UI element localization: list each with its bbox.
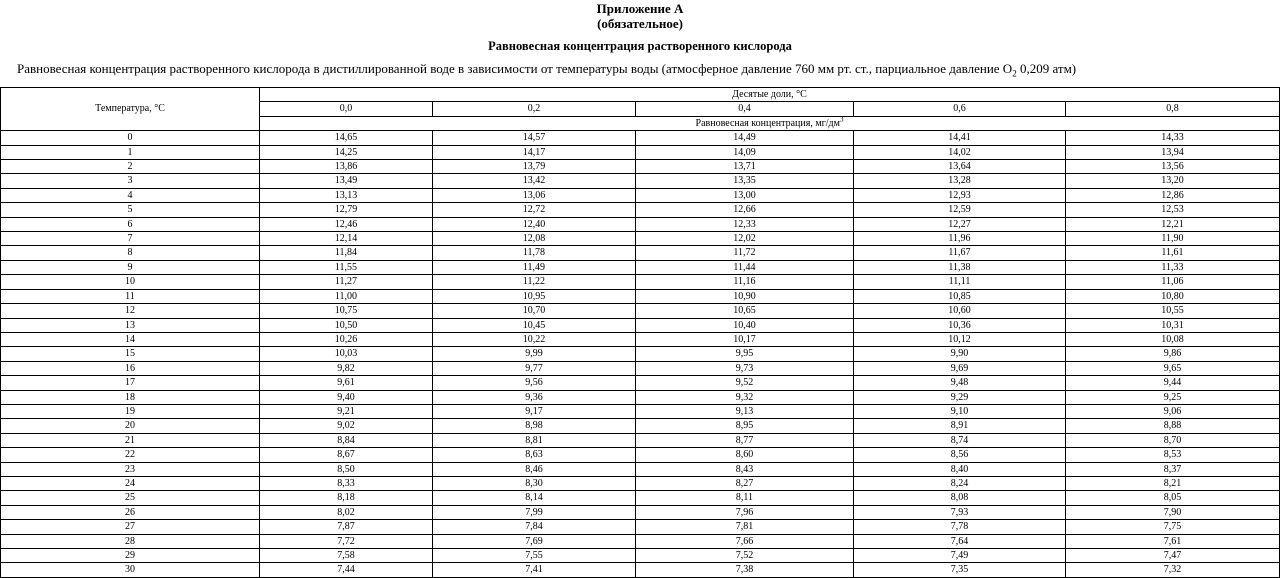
concentration-cell: 12,72 [433, 203, 636, 217]
concentration-cell: 14,49 [636, 131, 854, 145]
concentration-cell: 13,56 [1066, 160, 1280, 174]
concentration-cell: 8,05 [1066, 491, 1280, 505]
table-row [1, 275, 1280, 289]
concentration-cell: 9,82 [260, 361, 433, 375]
concentration-cell: 9,21 [260, 404, 433, 418]
concentration-cell: 9,29 [854, 390, 1066, 404]
concentration-cell: 11,96 [854, 232, 1066, 246]
temperature-cell: 17 [1, 376, 260, 390]
concentration-cell: 12,40 [433, 217, 636, 231]
concentration-cell: 8,11 [636, 491, 854, 505]
concentration-cell: 8,98 [433, 419, 636, 433]
concentration-cell: 7,52 [636, 549, 854, 563]
temperature-cell: 18 [1, 390, 260, 404]
table-caption [17, 61, 1076, 82]
concentration-cell: 8,63 [433, 448, 636, 462]
concentration-cell: 11,67 [854, 246, 1066, 260]
concentration-cell: 7,58 [260, 549, 433, 563]
concentration-cell: 8,74 [854, 433, 1066, 447]
unit-header [260, 116, 1280, 130]
concentration-cell: 7,78 [854, 520, 1066, 534]
concentration-cell: 11,38 [854, 260, 1066, 274]
concentration-cell: 12,27 [854, 217, 1066, 231]
concentration-cell: 8,33 [260, 476, 433, 490]
concentration-cell: 12,08 [433, 232, 636, 246]
temperature-cell: 20 [1, 419, 260, 433]
table-row [1, 232, 1280, 246]
concentration-cell: 9,48 [854, 376, 1066, 390]
temperature-cell: 16 [1, 361, 260, 375]
concentration-cell: 10,95 [433, 289, 636, 303]
caption-text-end: 0,209 атм) [1016, 61, 1077, 76]
table-row [1, 318, 1280, 332]
concentration-cell: 10,65 [636, 304, 854, 318]
concentration-cell: 8,43 [636, 462, 854, 476]
concentration-cell: 9,73 [636, 361, 854, 375]
concentration-cell: 7,72 [260, 534, 433, 548]
tenths-col-4: 0,8 [1066, 102, 1280, 116]
temperature-cell: 11 [1, 289, 260, 303]
concentration-cell: 14,25 [260, 145, 433, 159]
concentration-cell: 11,16 [636, 275, 854, 289]
tenths-col-3: 0,6 [854, 102, 1066, 116]
concentration-cell: 8,24 [854, 476, 1066, 490]
concentration-cell: 8,70 [1066, 433, 1280, 447]
concentration-cell: 11,22 [433, 275, 636, 289]
table-body [1, 131, 1280, 578]
concentration-cell: 14,02 [854, 145, 1066, 159]
concentration-cell: 9,10 [854, 404, 1066, 418]
concentration-cell: 13,20 [1066, 174, 1280, 188]
table-row [1, 549, 1280, 563]
concentration-cell: 14,17 [433, 145, 636, 159]
table-row [1, 332, 1280, 346]
concentration-cell: 7,32 [1066, 563, 1280, 577]
concentration-cell: 8,77 [636, 433, 854, 447]
concentration-cell: 11,00 [260, 289, 433, 303]
table-row [1, 361, 1280, 375]
table-row [1, 260, 1280, 274]
temperature-cell: 0 [1, 131, 260, 145]
concentration-cell: 7,99 [433, 505, 636, 519]
concentration-cell: 13,94 [1066, 145, 1280, 159]
unit-header-text: Равновесная концентрация, мг/дм [695, 117, 840, 129]
caption-subscript: 2 [1012, 68, 1017, 79]
temperature-cell: 28 [1, 534, 260, 548]
table-row [1, 491, 1280, 505]
concentration-cell: 7,81 [636, 520, 854, 534]
concentration-cell: 10,40 [636, 318, 854, 332]
concentration-cell: 8,27 [636, 476, 854, 490]
concentration-cell: 9,52 [636, 376, 854, 390]
concentration-cell: 7,93 [854, 505, 1066, 519]
concentration-cell: 8,02 [260, 505, 433, 519]
concentration-cell: 13,35 [636, 174, 854, 188]
concentration-cell: 13,28 [854, 174, 1066, 188]
concentration-cell: 8,88 [1066, 419, 1280, 433]
concentration-cell: 9,99 [433, 347, 636, 361]
concentration-cell: 8,95 [636, 419, 854, 433]
concentration-cell: 11,55 [260, 260, 433, 274]
concentration-cell: 7,90 [1066, 505, 1280, 519]
table-row [1, 462, 1280, 476]
table-row [1, 289, 1280, 303]
concentration-cell: 9,06 [1066, 404, 1280, 418]
temperature-cell: 15 [1, 347, 260, 361]
concentration-cell: 12,46 [260, 217, 433, 231]
concentration-cell: 13,13 [260, 188, 433, 202]
concentration-cell: 9,61 [260, 376, 433, 390]
concentration-cell: 9,17 [433, 404, 636, 418]
concentration-cell: 7,96 [636, 505, 854, 519]
concentration-cell: 11,33 [1066, 260, 1280, 274]
concentration-cell: 14,57 [433, 131, 636, 145]
table-row [1, 476, 1280, 490]
concentration-cell: 8,81 [433, 433, 636, 447]
caption-text: Равновесная концентрация растворенного кислорода в дистиллированной воде в зависимости от температуры воды (атмосферное давление 760 мм рт. ст., парциальное давление O [17, 61, 1013, 76]
concentration-cell: 9,44 [1066, 376, 1280, 390]
concentration-cell: 9,25 [1066, 390, 1280, 404]
concentration-cell: 7,87 [260, 520, 433, 534]
concentration-cell: 9,69 [854, 361, 1066, 375]
concentration-cell: 7,44 [260, 563, 433, 577]
concentration-cell: 7,55 [433, 549, 636, 563]
concentration-cell: 9,02 [260, 419, 433, 433]
table-row [1, 203, 1280, 217]
table-row [1, 145, 1280, 159]
concentration-cell: 12,53 [1066, 203, 1280, 217]
concentration-cell: 8,84 [260, 433, 433, 447]
concentration-cell: 11,90 [1066, 232, 1280, 246]
concentration-cell: 14,09 [636, 145, 854, 159]
concentration-cell: 8,56 [854, 448, 1066, 462]
temperature-cell: 9 [1, 260, 260, 274]
concentration-cell: 7,66 [636, 534, 854, 548]
concentration-cell: 7,38 [636, 563, 854, 577]
table-row [1, 419, 1280, 433]
table-row [1, 563, 1280, 577]
oxygen-concentration-table [0, 87, 1280, 578]
concentration-cell: 8,30 [433, 476, 636, 490]
concentration-cell: 9,65 [1066, 361, 1280, 375]
temperature-cell: 10 [1, 275, 260, 289]
concentration-cell: 11,72 [636, 246, 854, 260]
temperature-cell: 30 [1, 563, 260, 577]
concentration-cell: 12,14 [260, 232, 433, 246]
concentration-cell: 10,90 [636, 289, 854, 303]
concentration-cell: 12,79 [260, 203, 433, 217]
concentration-cell: 12,86 [1066, 188, 1280, 202]
concentration-cell: 10,36 [854, 318, 1066, 332]
concentration-cell: 10,80 [1066, 289, 1280, 303]
table-row [1, 246, 1280, 260]
concentration-cell: 9,77 [433, 361, 636, 375]
concentration-cell: 10,70 [433, 304, 636, 318]
temperature-cell: 12 [1, 304, 260, 318]
concentration-cell: 12,02 [636, 232, 854, 246]
concentration-cell: 11,44 [636, 260, 854, 274]
concentration-cell: 8,91 [854, 419, 1066, 433]
temperature-cell: 7 [1, 232, 260, 246]
concentration-cell: 13,86 [260, 160, 433, 174]
concentration-cell: 7,69 [433, 534, 636, 548]
concentration-cell: 10,55 [1066, 304, 1280, 318]
concentration-cell: 11,06 [1066, 275, 1280, 289]
concentration-cell: 7,35 [854, 563, 1066, 577]
table-row [1, 347, 1280, 361]
concentration-cell: 8,14 [433, 491, 636, 505]
concentration-cell: 10,26 [260, 332, 433, 346]
table-row [1, 433, 1280, 447]
concentration-cell: 8,37 [1066, 462, 1280, 476]
tenths-col-2: 0,4 [636, 102, 854, 116]
temperature-cell: 8 [1, 246, 260, 260]
concentration-cell: 8,46 [433, 462, 636, 476]
temperature-cell: 23 [1, 462, 260, 476]
concentration-cell: 11,49 [433, 260, 636, 274]
concentration-cell: 13,64 [854, 160, 1066, 174]
concentration-cell: 13,00 [636, 188, 854, 202]
concentration-cell: 9,32 [636, 390, 854, 404]
concentration-cell: 12,59 [854, 203, 1066, 217]
tenths-col-0: 0,0 [260, 102, 433, 116]
concentration-cell: 13,06 [433, 188, 636, 202]
table-row [1, 390, 1280, 404]
concentration-cell: 9,90 [854, 347, 1066, 361]
temperature-cell: 27 [1, 520, 260, 534]
concentration-cell: 8,53 [1066, 448, 1280, 462]
concentration-cell: 11,11 [854, 275, 1066, 289]
temperature-cell: 22 [1, 448, 260, 462]
concentration-cell: 7,47 [1066, 549, 1280, 563]
table-row [1, 131, 1280, 145]
concentration-cell: 13,42 [433, 174, 636, 188]
concentration-cell: 12,33 [636, 217, 854, 231]
concentration-cell: 7,41 [433, 563, 636, 577]
table-row [1, 188, 1280, 202]
concentration-cell: 9,56 [433, 376, 636, 390]
concentration-cell: 13,49 [260, 174, 433, 188]
table-row [1, 404, 1280, 418]
concentration-cell: 10,17 [636, 332, 854, 346]
concentration-cell: 10,31 [1066, 318, 1280, 332]
temperature-cell: 5 [1, 203, 260, 217]
concentration-cell: 14,41 [854, 131, 1066, 145]
tenths-header: Десятые доли, °С [260, 88, 1280, 102]
concentration-cell: 9,86 [1066, 347, 1280, 361]
concentration-cell: 7,75 [1066, 520, 1280, 534]
table-row [1, 534, 1280, 548]
concentration-cell: 10,60 [854, 304, 1066, 318]
temperature-cell: 6 [1, 217, 260, 231]
concentration-cell: 12,21 [1066, 217, 1280, 231]
concentration-cell: 9,40 [260, 390, 433, 404]
concentration-cell: 7,61 [1066, 534, 1280, 548]
temperature-cell: 2 [1, 160, 260, 174]
table-row [1, 520, 1280, 534]
concentration-cell: 13,71 [636, 160, 854, 174]
concentration-cell: 8,40 [854, 462, 1066, 476]
appendix-status: (обязательное) [597, 16, 683, 31]
concentration-cell: 9,95 [636, 347, 854, 361]
table-row [1, 376, 1280, 390]
concentration-cell: 9,36 [433, 390, 636, 404]
concentration-cell: 7,49 [854, 549, 1066, 563]
concentration-cell: 10,50 [260, 318, 433, 332]
temperature-cell: 21 [1, 433, 260, 447]
concentration-cell: 8,50 [260, 462, 433, 476]
concentration-cell: 7,64 [854, 534, 1066, 548]
concentration-cell: 10,12 [854, 332, 1066, 346]
temperature-header: Температура, °С [1, 88, 260, 131]
concentration-cell: 8,08 [854, 491, 1066, 505]
concentration-cell: 10,22 [433, 332, 636, 346]
table-row [1, 217, 1280, 231]
temperature-cell: 13 [1, 318, 260, 332]
concentration-cell: 9,13 [636, 404, 854, 418]
temperature-cell: 14 [1, 332, 260, 346]
concentration-cell: 10,85 [854, 289, 1066, 303]
concentration-cell: 12,66 [636, 203, 854, 217]
table-row [1, 174, 1280, 188]
concentration-cell: 11,61 [1066, 246, 1280, 260]
table-row [1, 505, 1280, 519]
concentration-cell: 10,08 [1066, 332, 1280, 346]
appendix-title: Приложение А [596, 1, 684, 16]
concentration-cell: 7,84 [433, 520, 636, 534]
temperature-cell: 26 [1, 505, 260, 519]
temperature-cell: 25 [1, 491, 260, 505]
concentration-cell: 10,75 [260, 304, 433, 318]
concentration-cell: 8,67 [260, 448, 433, 462]
table-row [1, 304, 1280, 318]
concentration-cell: 10,45 [433, 318, 636, 332]
temperature-cell: 3 [1, 174, 260, 188]
concentration-cell: 13,79 [433, 160, 636, 174]
temperature-cell: 24 [1, 476, 260, 490]
table-row [1, 448, 1280, 462]
concentration-cell: 14,65 [260, 131, 433, 145]
temperature-cell: 19 [1, 404, 260, 418]
table-row [1, 160, 1280, 174]
concentration-cell: 11,84 [260, 246, 433, 260]
concentration-cell: 8,60 [636, 448, 854, 462]
temperature-cell: 4 [1, 188, 260, 202]
concentration-cell: 8,21 [1066, 476, 1280, 490]
document-title: Равновесная концентрация растворенного кислорода [488, 39, 792, 53]
concentration-cell: 10,03 [260, 347, 433, 361]
temperature-cell: 29 [1, 549, 260, 563]
concentration-cell: 11,78 [433, 246, 636, 260]
tenths-col-1: 0,2 [433, 102, 636, 116]
concentration-cell: 14,33 [1066, 131, 1280, 145]
temperature-cell: 1 [1, 145, 260, 159]
unit-header-superscript: 3 [839, 116, 844, 124]
concentration-cell: 12,93 [854, 188, 1066, 202]
concentration-cell: 8,18 [260, 491, 433, 505]
concentration-cell: 11,27 [260, 275, 433, 289]
